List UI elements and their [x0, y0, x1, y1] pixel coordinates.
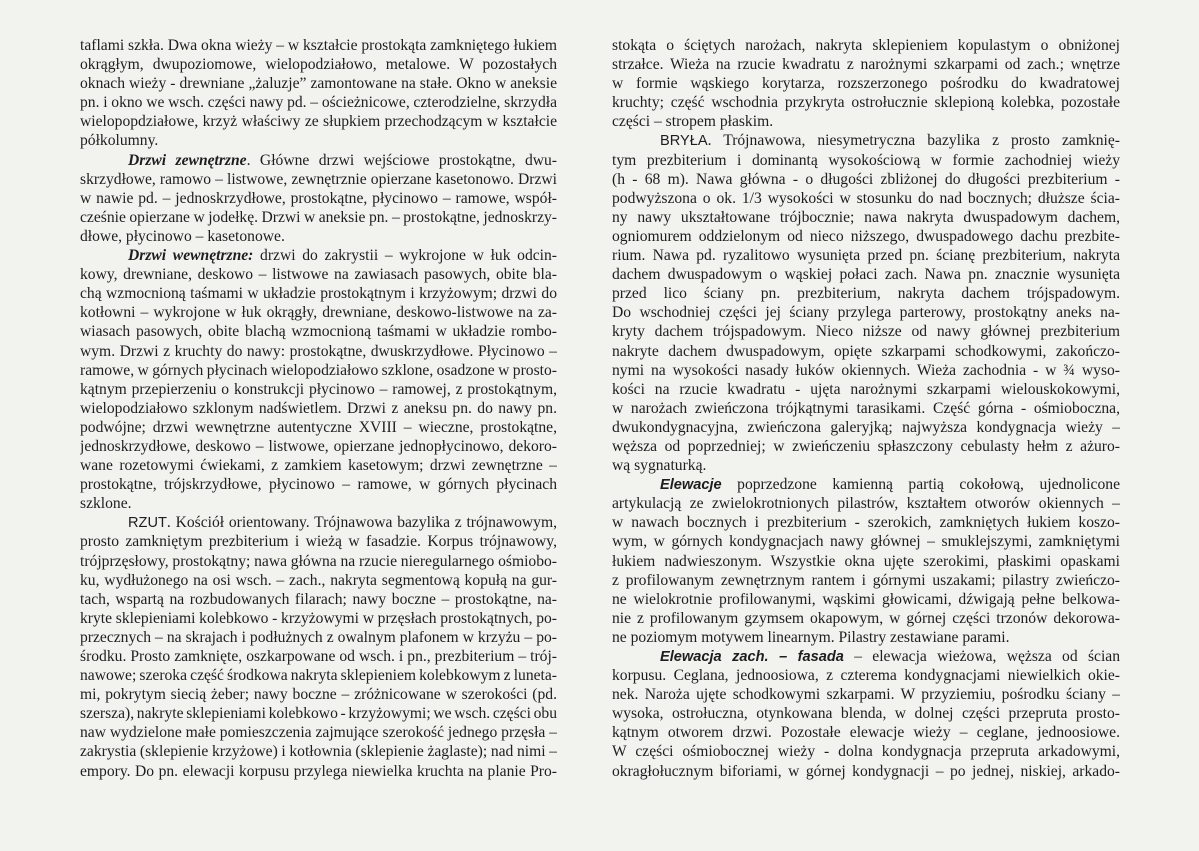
line-text: nymi na wysokości nasady łuków okiennych. Wieża zachodnia - w ¾ wyso-: [612, 361, 1120, 379]
line-text: ramowe, w górnych płycinach wielopodziałowo szklone, osadzone w prosto-: [80, 361, 557, 379]
line-content: [80, 36, 557, 55]
text-line: [612, 742, 1120, 761]
section-heading: Elewacje: [660, 477, 722, 494]
line-content: [128, 513, 557, 532]
line-text: strzałce. Wieża na rzucie kwadratu z narożnymi szkarpami od zach.; wnętrze: [612, 56, 1120, 74]
section-heading: RZUT: [128, 515, 167, 532]
line-content: [80, 571, 557, 590]
text-line: [80, 552, 557, 571]
text-line: [612, 265, 1120, 284]
line-content: [80, 475, 557, 494]
line-content: [612, 112, 773, 131]
line-text: chą wzmocnioną taśmami w układzie prostokątnym i krzyżowym; drzwi do: [80, 285, 557, 303]
line-text: kątnym otworem drzwi. Pozostałe elewacje wieży – ceglane, jednoosiowe.: [612, 724, 1120, 742]
line-content: [80, 265, 557, 284]
line-text: dachem dwuspadowym o wąskiej połaci zach. Nawa pn. znacznie wysunięta: [612, 266, 1120, 284]
line-text: wysoka, ostrołuczna, otynkowana blenda, w dolnej części przepruta prosto-: [612, 705, 1120, 723]
line-content: [612, 628, 1010, 647]
line-content: [660, 131, 1120, 150]
line-content: [80, 342, 557, 361]
line-text: w nawach bocznych i prezbiterium - szerokich, zamkniętych łukiem koszo-: [612, 514, 1120, 532]
line-content: [612, 322, 1120, 341]
line-text: wane rozetowymi ćwiekami, z zamkiem kasetowym; drzwi zewnętrzne –: [80, 457, 557, 475]
line-content: [128, 246, 557, 265]
line-text: łukiem nadwieszonym. Wszystkie okna ujęte szerokimi, płaskimi opaskami: [612, 552, 1120, 570]
line-text: kotłowni – wykrojone w łuk okrągły, drewniane, deskowo-listwowe na za-: [80, 304, 557, 322]
line-text: kości na rzucie kwadratu - ujęta narożnymi szkarpami wielouskokowymi,: [612, 380, 1120, 398]
text-line: [80, 590, 557, 609]
line-text: korpusu. Ceglana, jednoosiowa, z czterema kondygnacjami niewielkich okie-: [612, 667, 1120, 685]
text-line: [612, 361, 1120, 380]
line-text: dwukondygnacyjna, zwieńczona galeryjką; najwyższa kondygnacja wieży –: [612, 418, 1120, 436]
text-line: [80, 361, 557, 380]
line-text: mi, pokrytym siecią żeber; nawy boczne – zróżnicowane w szerokości (pd.: [80, 686, 557, 704]
line-content: [612, 532, 1120, 551]
line-text: części – stropem płaskim.: [612, 113, 774, 131]
line-text: nek. Naroża ujęte schodkowymi szkarpami. W przyziemiu, pośrodku ściany –: [612, 686, 1120, 704]
text-line: [612, 151, 1120, 170]
line-content: [80, 93, 557, 112]
line-text: szklone.: [80, 495, 132, 513]
text-line: [80, 170, 557, 189]
line-text: ku, wydłużonego na osi wsch. – zach., nakryta segmentową kopułą na gur-: [80, 571, 557, 589]
line-content: [612, 742, 1120, 761]
text-line: [612, 418, 1120, 437]
line-text: ogniomurem oddzielonym od nieco niższego, dwuspadowego dachu prezbite-: [612, 227, 1120, 245]
line-content: [80, 456, 557, 475]
text-line: [80, 303, 557, 322]
line-text: . Główne drzwi wejściowe prostokątne, dwu-: [246, 151, 557, 169]
line-text: (h - 68 m). Nawa główna - o długości zbliżonej do długości prezbiterium -: [612, 170, 1120, 188]
text-line: [612, 227, 1120, 246]
line-text: rium. Nawa pd. ryzalitowo wysunięta przed pn. ścianę prezbiterium, nakryta: [612, 247, 1120, 265]
line-content: [660, 647, 1120, 666]
line-text: wielopodziałowo szklonym nadświetlem. Drzwi z aneksu pn. do nawy pn.: [80, 399, 557, 417]
text-line: [80, 647, 557, 666]
text-line: [80, 666, 557, 685]
line-content: [612, 284, 1120, 303]
line-text: wym, w górnych kondygnacjach nawy głównej – smuklejszymi, zamkniętymi: [612, 533, 1120, 551]
line-text: trójprzęsłowy, prostokątny; nawa główna na rzucie nieregularnego ośmiobo-: [80, 552, 557, 570]
line-content: [80, 284, 557, 303]
text-line: [80, 742, 557, 761]
line-text: skrzydłowe, ramowo – listwowe, zewnętrznie opierzane kasetonowo. Drzwi: [80, 170, 557, 188]
line-text: szersza), nakryte sklepieniami kolebkowo - krzyżowymi; we wsch. części obu: [80, 705, 557, 723]
text-line: [612, 437, 1120, 456]
line-text: nawowe; szeroka część środkowa nakryta sklepieniem kolebkowym z luneta-: [80, 667, 557, 685]
line-content: [80, 666, 557, 685]
line-content: [612, 93, 1120, 112]
line-content: [80, 609, 557, 628]
text-line: [612, 112, 1120, 131]
line-text: zakrystia (sklepienie krzyżowe) i kotłownia (sklepienie żaglaste); nad nimi –: [80, 743, 557, 761]
line-text: artykulacją ze zwielokrotnionych pilastrów, kształtem otworów okiennych –: [612, 495, 1120, 513]
line-text: kowy, drewniane, deskowo – listwowe na zawiasach pasowych, obite bla-: [80, 266, 557, 284]
line-text: ne poziomym motywem linearnym. Pilastry zestawiane parami.: [612, 628, 1010, 646]
line-content: [128, 151, 557, 170]
line-content: [80, 762, 557, 781]
line-text: kruchty; część wschodnia przykryta ostrołucznie sklepioną kolebka, pozostałe: [612, 94, 1120, 112]
line-text: drzwi do zakrystii – wykrojone w łuk odcin-: [253, 247, 557, 265]
line-text: tach, wspartą na rozbudowanych filarach; nawy boczne – prostokątne, na-: [80, 590, 557, 608]
line-text: węższa od poprzedniej; w zwieńczeniu spłaszczony cebulasty hełm z ażuro-: [612, 437, 1120, 455]
text-line: [80, 342, 557, 361]
text-line: [612, 494, 1120, 513]
text-line: [612, 513, 1120, 532]
text-line: [80, 151, 557, 170]
line-text: z profilowanym zewnętrznym rantem i górnymi uszakami; pilastry zwieńczo-: [612, 571, 1120, 589]
text-line: [80, 723, 557, 742]
line-text: oknach wieży - drewniane „żaluzje” zamontowane na stałe. Okno w aneksie: [80, 75, 557, 93]
line-text: w narożach zwieńczona trójkątnymi tarasikami. Część górna - ośmioboczna,: [612, 399, 1120, 417]
line-content: [612, 704, 1120, 723]
line-content: [612, 246, 1120, 265]
line-content: [612, 666, 1120, 685]
section-heading: Drzwi wewnętrzne:: [128, 247, 254, 265]
line-text: wiasach pasowych, obite blachą wzmocnioną taśmami w układzie rombo-: [80, 323, 557, 341]
text-line: [612, 380, 1120, 399]
text-line: [612, 571, 1120, 590]
text-line: [80, 189, 557, 208]
line-text: poprzedzone kamienną partią cokołową, ujednolicone: [721, 476, 1120, 494]
text-line: [80, 418, 557, 437]
line-text: ny nawy ukształtowane trójbocznie; nawa nakryta dwuspadowym dachem,: [612, 208, 1120, 226]
text-line: [612, 36, 1120, 55]
line-content: [80, 685, 557, 704]
line-text: W części ośmiobocznej wieży - dolna kondygnacja przepruta arkadowymi,: [612, 743, 1120, 761]
line-content: [80, 361, 557, 380]
line-content: [660, 475, 1120, 494]
line-text: okrągłym, dwupoziomowe, wielopodziałowo, metalowe. W pozostałych: [80, 56, 557, 74]
line-content: [80, 74, 557, 93]
text-line: [612, 246, 1120, 265]
line-text: przecznych – na skrajach i podłużnych z owalnym plafonem w krzyżu – po-: [80, 628, 557, 646]
text-line: [612, 647, 1120, 666]
right-text-column: [612, 36, 1120, 781]
line-text: taflami szkła. Dwa okna wieży – w kształcie prostokąta zamkniętego łukiem: [80, 37, 557, 54]
line-text: wielopopdziałowe, krzyż właściwy ze słupkiem przechodzącym w kształcie: [80, 113, 557, 131]
text-line: [80, 456, 557, 475]
line-content: [612, 227, 1120, 246]
text-line: [612, 170, 1120, 189]
line-text: prosto zamkniętym prezbiterium i wieżą w fasadzie. Korpus trójnawowy,: [80, 533, 557, 551]
text-line: [80, 36, 557, 55]
line-content: [80, 399, 557, 418]
line-content: [612, 170, 1120, 189]
line-content: [80, 55, 557, 74]
text-line: [612, 399, 1120, 418]
line-text: prostokątne, trójskrzydłowe, płycinowo – ramowe, w górnych płycinach: [80, 476, 557, 494]
line-text: podwójne; drzwi wewnętrzne autentyczne XVIII – wieczne, prostokątne,: [80, 418, 557, 436]
line-text: tym prezbiterium i dominantą wysokościową w formie zachodniej wieży: [612, 151, 1120, 169]
text-line: [612, 342, 1120, 361]
line-content: [612, 74, 1120, 93]
line-content: [612, 723, 1120, 742]
text-line: [612, 628, 1120, 647]
line-content: [80, 303, 557, 322]
line-content: [612, 303, 1120, 322]
line-text: przed lico ściany pn. prezbiterium, nakryta dachem trójspadowym.: [612, 285, 1120, 303]
text-line: [612, 131, 1120, 150]
text-line: [612, 55, 1120, 74]
line-text: w formie wąskiego korytarza, rozszerzonego pośrodku do kwadratowej: [612, 75, 1120, 93]
line-content: [612, 437, 1120, 456]
text-line: [80, 609, 557, 628]
line-text: dłowe, płycinowo – kasetonowe.: [80, 227, 285, 245]
line-content: [80, 227, 285, 246]
text-line: [80, 532, 557, 551]
text-line: [80, 74, 557, 93]
line-content: [612, 189, 1120, 208]
line-content: [612, 590, 1120, 609]
line-content: [612, 552, 1120, 571]
text-line: [80, 93, 557, 112]
line-text: wą sygnaturką.: [612, 457, 707, 475]
line-text: półkolumny.: [80, 132, 159, 150]
line-content: [612, 571, 1120, 590]
line-content: [80, 189, 557, 208]
line-content: [612, 456, 706, 475]
text-line: [612, 552, 1120, 571]
line-content: [612, 361, 1120, 380]
text-line: [80, 399, 557, 418]
line-text: ne wielokrotnie profilowanymi, wąskimi głowicami, dźwigają pełne belkowa-: [612, 590, 1120, 608]
text-line: [80, 208, 557, 227]
line-text: kryty dachem trójspadowym. Nieco niższe od nawy głównej prezbiterium: [612, 323, 1120, 341]
line-content: [612, 151, 1120, 170]
line-text: . Trójnawowa, niesymetryczna bazylika z prosto zamknię-: [707, 132, 1120, 150]
text-line: [80, 494, 557, 513]
section-heading: Drzwi zewnętrzne: [128, 151, 247, 169]
line-text: – elewacja wieżowa, węższa od ścian: [843, 648, 1120, 665]
line-content: [80, 322, 557, 341]
line-text: naw wydzielone małe pomieszczenia zajmujące szerokość jednego przęsła –: [80, 724, 557, 742]
text-line: [612, 532, 1120, 551]
line-content: [612, 342, 1120, 361]
line-text: kryte sklepieniami kolebkowo - krzyżowymi w przęsłach prostokątnych, po-: [80, 609, 557, 627]
line-content: [80, 437, 557, 456]
line-text: stokąta o ściętych narożach, nakryta sklepieniem kopulastym o obniżonej: [612, 37, 1120, 54]
text-line: [612, 666, 1120, 685]
text-line: [80, 265, 557, 284]
text-line: [612, 93, 1120, 112]
text-line: [80, 380, 557, 399]
line-content: [80, 552, 557, 571]
line-content: [612, 762, 1120, 781]
line-text: środku. Prosto zamknięte, oszkarpowane od wsch. i pn., prezbiterium – trój-: [80, 648, 557, 665]
line-content: [80, 704, 557, 723]
text-line: [612, 609, 1120, 628]
line-content: [80, 742, 557, 761]
line-content: [80, 723, 557, 742]
text-line: [80, 284, 557, 303]
line-content: [612, 513, 1120, 532]
text-line: [612, 284, 1120, 303]
line-content: [80, 208, 557, 227]
line-text: cześnie opierzane w jodełkę. Drzwi w aneksie pn. – prostokątne, jednoskrzy-: [80, 208, 557, 226]
text-line: [612, 456, 1120, 475]
text-line: [612, 590, 1120, 609]
line-content: [612, 399, 1120, 418]
line-content: [612, 609, 1120, 628]
line-content: [80, 112, 557, 131]
text-line: [612, 322, 1120, 341]
text-line: [612, 704, 1120, 723]
line-text: jednoskrzydłowe, deskowo – listwowe, opierzane jednopłycinowo, dekoro-: [80, 437, 557, 455]
text-line: [80, 227, 557, 246]
left-text-column: [80, 36, 557, 781]
line-content: [612, 265, 1120, 284]
text-line: [80, 246, 557, 265]
line-content: [80, 170, 557, 189]
section-heading: BRYŁA: [660, 133, 708, 150]
line-content: [80, 647, 557, 666]
line-content: [612, 494, 1120, 513]
line-content: [80, 131, 158, 150]
line-content: [612, 685, 1120, 704]
line-text: Do wschodniej części jej ściany przylega parterowy, prostokątny aneks na-: [612, 304, 1120, 322]
text-line: [80, 685, 557, 704]
line-text: . Kościół orientowany. Trójnawowa bazylika z trójnawowym,: [166, 514, 557, 532]
text-line: [612, 762, 1120, 781]
line-content: [612, 208, 1120, 227]
line-text: pn. i okno we wsch. części nawy pd. – ościeżnicowe, czterodzielne, skrzydła: [80, 94, 557, 112]
line-content: [612, 380, 1120, 399]
text-line: [80, 55, 557, 74]
text-line: [80, 112, 557, 131]
text-line: [80, 475, 557, 494]
text-line: [80, 513, 557, 532]
line-text: w nawie pd. – jednoskrzydłowe, prostokątne, płycinowo – ramowe, współ-: [80, 189, 557, 207]
line-text: nakryte dachem dwuspadowym, opięte szkarpami schodkowymi, zakończo-: [612, 342, 1120, 360]
text-line: [612, 208, 1120, 227]
line-text: nie z profilowanym gzymsem okapowym, w górnej części trzonów dekorowa-: [612, 609, 1120, 627]
line-content: [612, 418, 1120, 437]
text-line: [612, 74, 1120, 93]
line-text: okragłołucznym biforiami, w górnej kondygnacji – po jednej, niskiej, arkado-: [612, 762, 1120, 780]
text-line: [80, 628, 557, 647]
line-content: [80, 380, 557, 399]
line-content: [80, 628, 557, 647]
text-line: [612, 475, 1120, 494]
text-line: [80, 322, 557, 341]
text-line: [80, 762, 557, 781]
text-line: [612, 303, 1120, 322]
text-line: [80, 571, 557, 590]
line-content: [80, 590, 557, 609]
text-line: [80, 131, 557, 150]
line-text: podwyższona o ok. 1/3 wysokości w stosunku do nad bocznych; dłuższe ścia-: [612, 189, 1120, 207]
text-line: [612, 685, 1120, 704]
line-text: kątnym przepierzeniu o konstrukcji płycinowo – ramowej, z prostokątnym,: [80, 380, 557, 398]
section-heading: Elewacja zach. – fasada: [660, 649, 844, 665]
text-line: [612, 723, 1120, 742]
line-content: [612, 55, 1120, 74]
line-content: [80, 532, 557, 551]
text-line: [80, 704, 557, 723]
line-text: wym. Drzwi z kruchty do nawy: prostokątne, dwuskrzydłowe. Płycinowo –: [80, 342, 557, 360]
line-content: [80, 494, 132, 513]
line-text: empory. Do pn. elewacji korpusu przylega niewielka kruchta na planie Pro-: [80, 762, 557, 780]
text-line: [80, 437, 557, 456]
line-content: [612, 36, 1120, 55]
line-content: [80, 418, 557, 437]
text-line: [612, 189, 1120, 208]
